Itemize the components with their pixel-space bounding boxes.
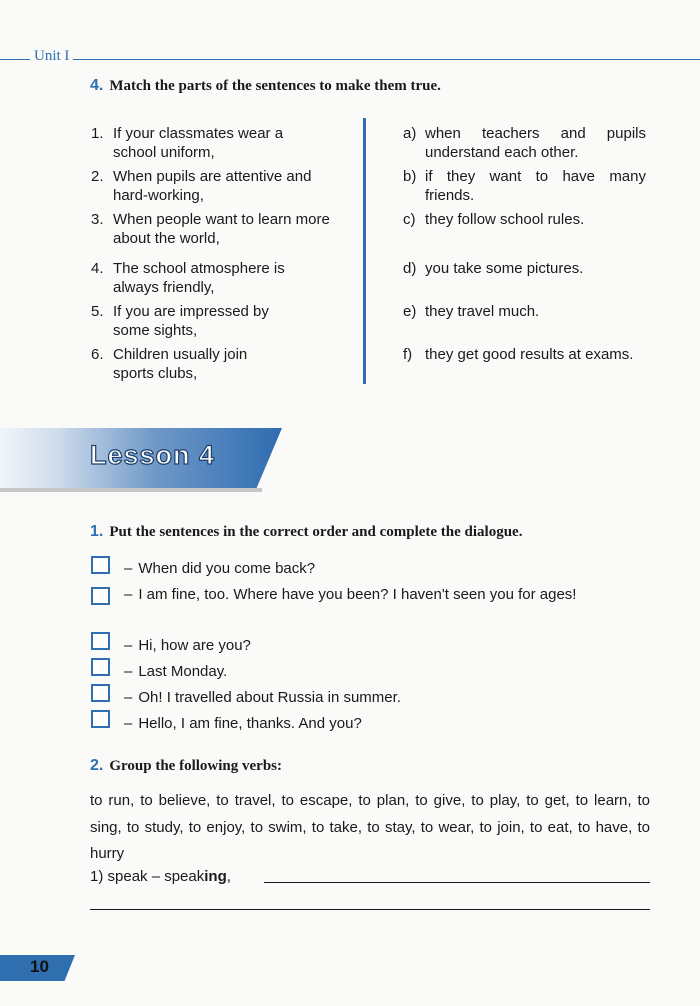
task4-instruction: Match the parts of the sentences to make them true.	[109, 78, 441, 94]
lesson-title: Lesson 4	[90, 440, 216, 470]
right-item-d: d) you take some pictures.	[403, 260, 584, 277]
right-item-a: a) when teachers and pupils understand each other.	[403, 125, 646, 161]
right-item-c: c) they follow school rules.	[403, 211, 585, 228]
left-item-4: 4. The school atmosphere is always friendly,	[91, 260, 285, 296]
left-item-2: 2. When pupils are attentive and hard-working,	[91, 168, 312, 204]
order-box-1[interactable]	[91, 556, 110, 574]
dialogue-line-1: – When did you come back?	[124, 560, 316, 577]
left-item-1: 1. If your classmates wear a school uniform,	[91, 125, 284, 161]
order-box-4[interactable]	[91, 658, 110, 676]
right-item-f: f) they get good results at exams.	[403, 346, 634, 363]
unit-label: Unit I	[30, 48, 73, 65]
order-box-6[interactable]	[91, 710, 110, 728]
order-box-5[interactable]	[91, 684, 110, 702]
dialogue-line-6: – Hello, I am fine, thanks. And you?	[124, 715, 362, 732]
task2-instruction: Group the following verbs:	[109, 758, 282, 774]
left-item-3: 3. When people want to learn more about the world,	[91, 211, 330, 247]
dialogue-line-5: – Oh! I travelled about Russia in summer.	[124, 689, 401, 706]
task1-number: 1.	[90, 523, 104, 540]
example-answer: 1) speak – speaking,	[90, 868, 231, 885]
task1-heading	[90, 523, 522, 541]
column-divider	[363, 118, 366, 384]
dialogue-line-3: – Hi, how are you?	[124, 637, 251, 654]
left-item-5: 5. If you are impressed by some sights,	[91, 303, 269, 339]
dialogue-line-2: – I am fine, too. Where have you been? I haven't seen you for ages!	[124, 586, 577, 603]
page-number: 10	[30, 957, 49, 976]
verb-list: to run, to believe, to travel, to escape, to plan, to give, to play, to get, to learn, to sing, to study, to enjoy, to swim, to take, to stay, to wear, to join, to eat, to have, to hurry	[90, 792, 650, 862]
answer-line-2[interactable]	[90, 909, 650, 910]
unit-rule	[0, 59, 700, 60]
answer-line-1[interactable]	[264, 882, 650, 883]
left-item-6: 6. Children usually join sports clubs,	[91, 346, 248, 382]
task4-number: 4.	[90, 77, 104, 94]
right-item-b: b) if they want to have many friends.	[403, 168, 646, 204]
task4-heading	[90, 77, 441, 95]
order-box-2[interactable]	[91, 587, 110, 605]
dialogue-line-4: – Last Monday.	[124, 663, 228, 680]
order-box-3[interactable]	[91, 632, 110, 650]
task2-number: 2.	[90, 757, 104, 774]
right-item-e: e) they travel much.	[403, 303, 540, 320]
task1-instruction: Put the sentences in the correct order and complete the dialogue.	[109, 524, 523, 540]
lesson-banner-shadow	[0, 488, 262, 492]
task2-heading	[90, 757, 282, 775]
